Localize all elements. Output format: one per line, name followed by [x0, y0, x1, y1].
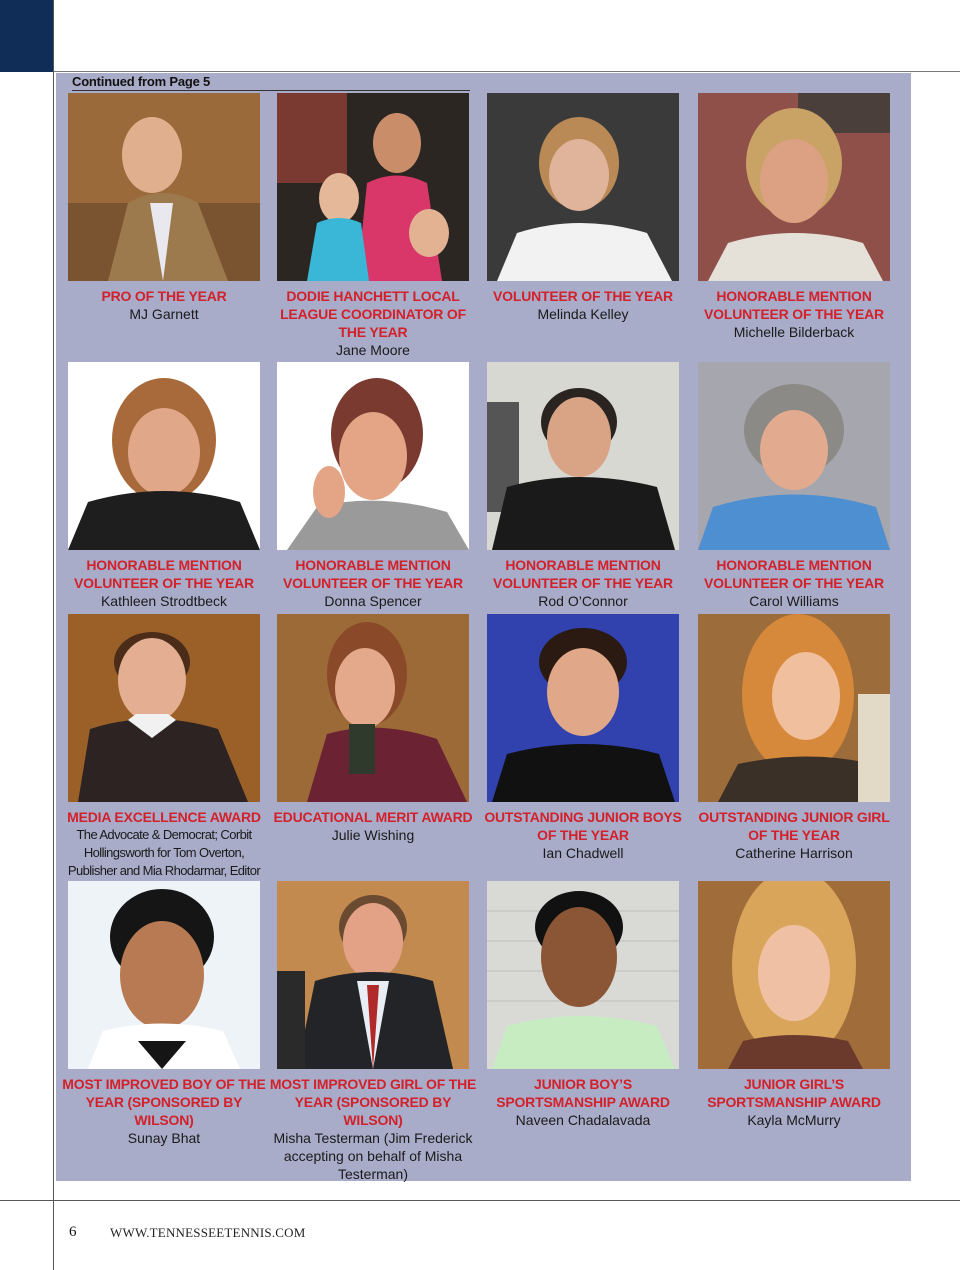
- top-rule: [54, 71, 960, 72]
- award-title: JUNIOR GIRL’S SPORTSMANSHIP AWARD: [707, 1076, 881, 1110]
- award-title: HONORABLE MENTION VOLUNTEER OF THE YEAR: [704, 557, 884, 591]
- portrait-photo: [698, 614, 890, 802]
- website-link[interactable]: WWW.TENNESSEETENNIS.COM: [110, 1225, 306, 1240]
- recipient-name: The Advocate & Democrat; Corbit Hollingsworth for Tom Overton, Publisher and Mia Rhodarmar, Editor: [67, 827, 261, 878]
- award-title: HONORABLE MENTION VOLUNTEER OF THE YEAR: [283, 557, 463, 591]
- page-number: 6: [69, 1224, 77, 1240]
- recipient-name: Donna Spencer: [324, 593, 422, 609]
- portrait-photo: [487, 362, 679, 550]
- portrait-photo: [487, 614, 679, 802]
- award-title: MEDIA EXCELLENCE AWARD: [67, 809, 261, 825]
- recipient-name: Michelle Bilderback: [733, 324, 855, 340]
- portrait-photo: [698, 93, 890, 281]
- award-title: HONORABLE MENTION VOLUNTEER OF THE YEAR: [74, 557, 254, 591]
- recipient-name: Rod O’Connor: [538, 593, 628, 609]
- portrait-photo: [487, 93, 679, 281]
- award-title: OUTSTANDING JUNIOR BOYS OF THE YEAR: [484, 809, 682, 843]
- recipient-name: Ian Chadwell: [542, 845, 624, 861]
- corner-color-block: [0, 0, 54, 72]
- left-margin-rule: [53, 0, 54, 1270]
- portrait-photo: [698, 362, 890, 550]
- portrait-photo: [68, 93, 260, 281]
- award-title: OUTSTANDING JUNIOR GIRL OF THE YEAR: [698, 809, 890, 843]
- award-title: EDUCATIONAL MERIT AWARD: [273, 809, 473, 825]
- recipient-name: Sunay Bhat: [127, 1130, 201, 1146]
- portrait-photo: [698, 881, 890, 1069]
- recipient-name: Kathleen Strodtbeck: [100, 593, 228, 609]
- portrait-photo: [277, 614, 469, 802]
- recipient-name: Misha Testerman (Jim Frederick accepting on behalf of Misha Testerman): [273, 1130, 473, 1182]
- award-title: PRO OF THE YEAR: [101, 288, 227, 304]
- portrait-photo: [68, 614, 260, 802]
- portrait-photo: [277, 881, 469, 1069]
- award-title: HONORABLE MENTION VOLUNTEER OF THE YEAR: [704, 288, 884, 322]
- recipient-name: Julie Wishing: [331, 827, 415, 843]
- portrait-photo: [277, 93, 469, 281]
- award-title: VOLUNTEER OF THE YEAR: [493, 288, 673, 304]
- recipient-name: Kayla McMurry: [747, 1112, 841, 1128]
- recipient-name: MJ Garnett: [129, 306, 199, 322]
- award-title: DODIE HANCHETT LOCAL LEAGUE COORDINATOR OF THE YEAR: [280, 288, 466, 340]
- recipient-name: Naveen Chadalavada: [515, 1112, 651, 1128]
- recipient-name: Catherine Harrison: [735, 845, 853, 861]
- portrait-photo: [277, 362, 469, 550]
- footer-rule: [0, 1200, 960, 1201]
- recipient-name: Jane Moore: [336, 342, 410, 358]
- award-title: JUNIOR BOY’S SPORTSMANSHIP AWARD: [496, 1076, 670, 1110]
- portrait-photo: [68, 881, 260, 1069]
- recipient-name: Carol Williams: [749, 593, 839, 609]
- award-title: MOST IMPROVED GIRL OF THE YEAR (SPONSORED BY WILSON): [269, 1076, 477, 1128]
- continued-note: Continued from Page 5: [72, 74, 470, 91]
- award-title: HONORABLE MENTION VOLUNTEER OF THE YEAR: [493, 557, 673, 591]
- award-title: MOST IMPROVED BOY OF THE YEAR (SPONSORED BY WILSON): [62, 1076, 266, 1128]
- portrait-photo: [487, 881, 679, 1069]
- portrait-photo: [68, 362, 260, 550]
- recipient-name: Melinda Kelley: [537, 306, 629, 322]
